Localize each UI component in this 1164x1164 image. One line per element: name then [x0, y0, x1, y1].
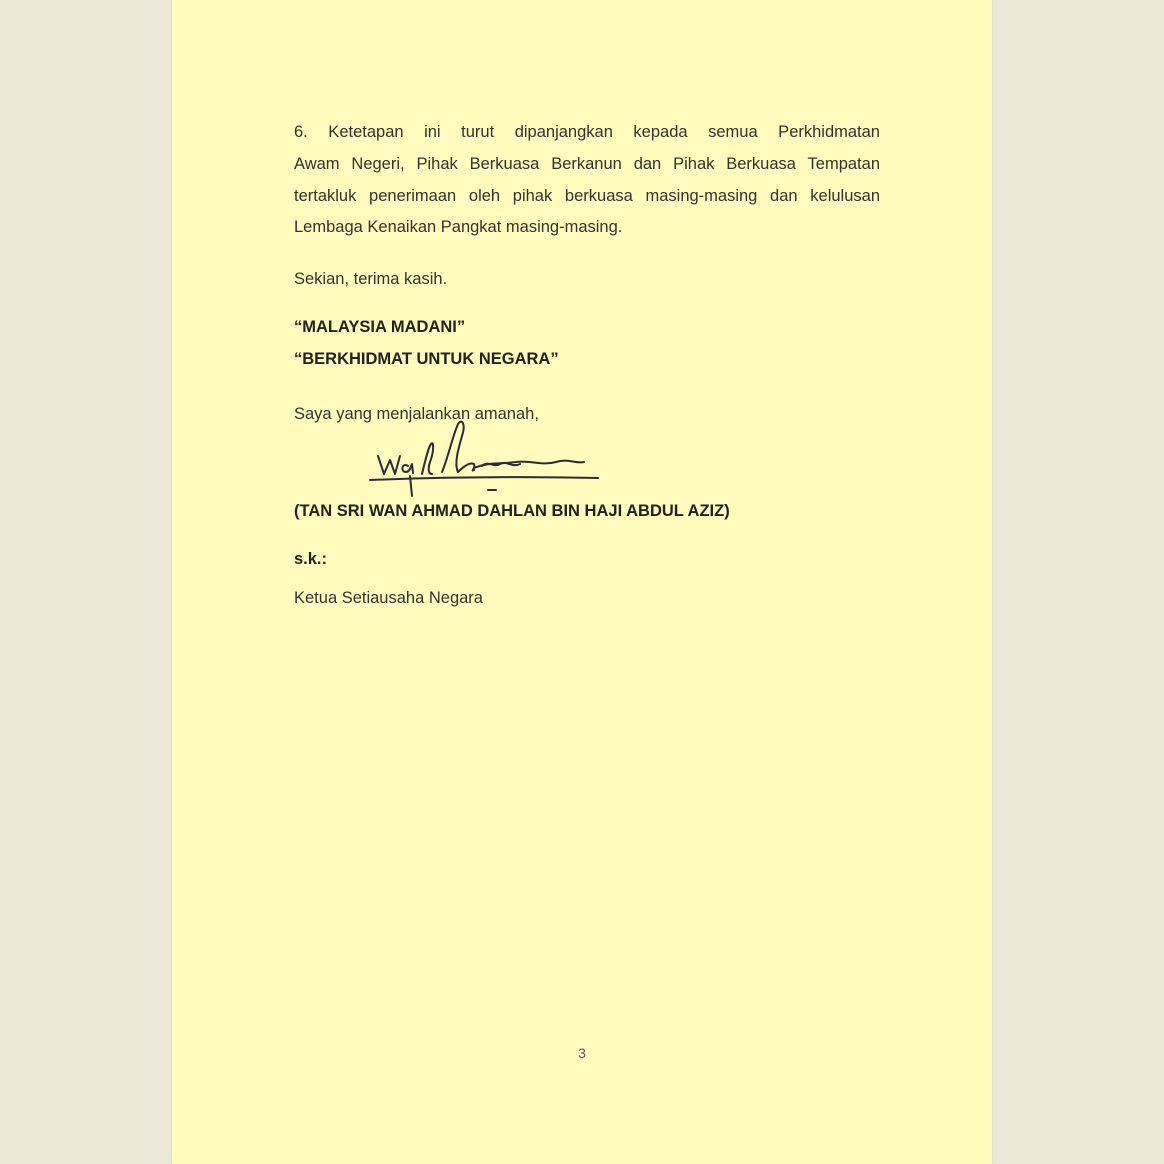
cc-label: s.k.:: [294, 550, 328, 568]
handwritten-signature: [362, 418, 602, 500]
paragraph-6-line-1: 6. Ketetapan ini turut dipanjangkan kepada semua Perkhidmatan: [294, 123, 880, 141]
sign-off-text: Saya yang menjalankan amanah,: [294, 405, 539, 423]
paragraph-6-line-3: tertakluk penerimaan oleh pihak berkuasa masing-masing dan kelulusan: [294, 187, 880, 205]
signatory-name: (TAN SRI WAN AHMAD DAHLAN BIN HAJI ABDUL AZIZ): [294, 502, 730, 520]
page-number: 3: [578, 1045, 586, 1061]
paragraph-6-line-4: Lembaga Kenaikan Pangkat masing-masing.: [294, 218, 623, 236]
closing-text: Sekian, terima kasih.: [294, 270, 448, 288]
paragraph-6-line-2: Awam Negeri, Pihak Berkuasa Berkanun dan Pihak Berkuasa Tempatan: [294, 155, 880, 173]
cc-recipient: Ketua Setiausaha Negara: [294, 589, 483, 607]
slogan-berkhidmat: “BERKHIDMAT UNTUK NEGARA”: [294, 350, 559, 368]
document-page: [172, 0, 992, 1164]
slogan-malaysia-madani: “MALAYSIA MADANI”: [294, 318, 466, 336]
